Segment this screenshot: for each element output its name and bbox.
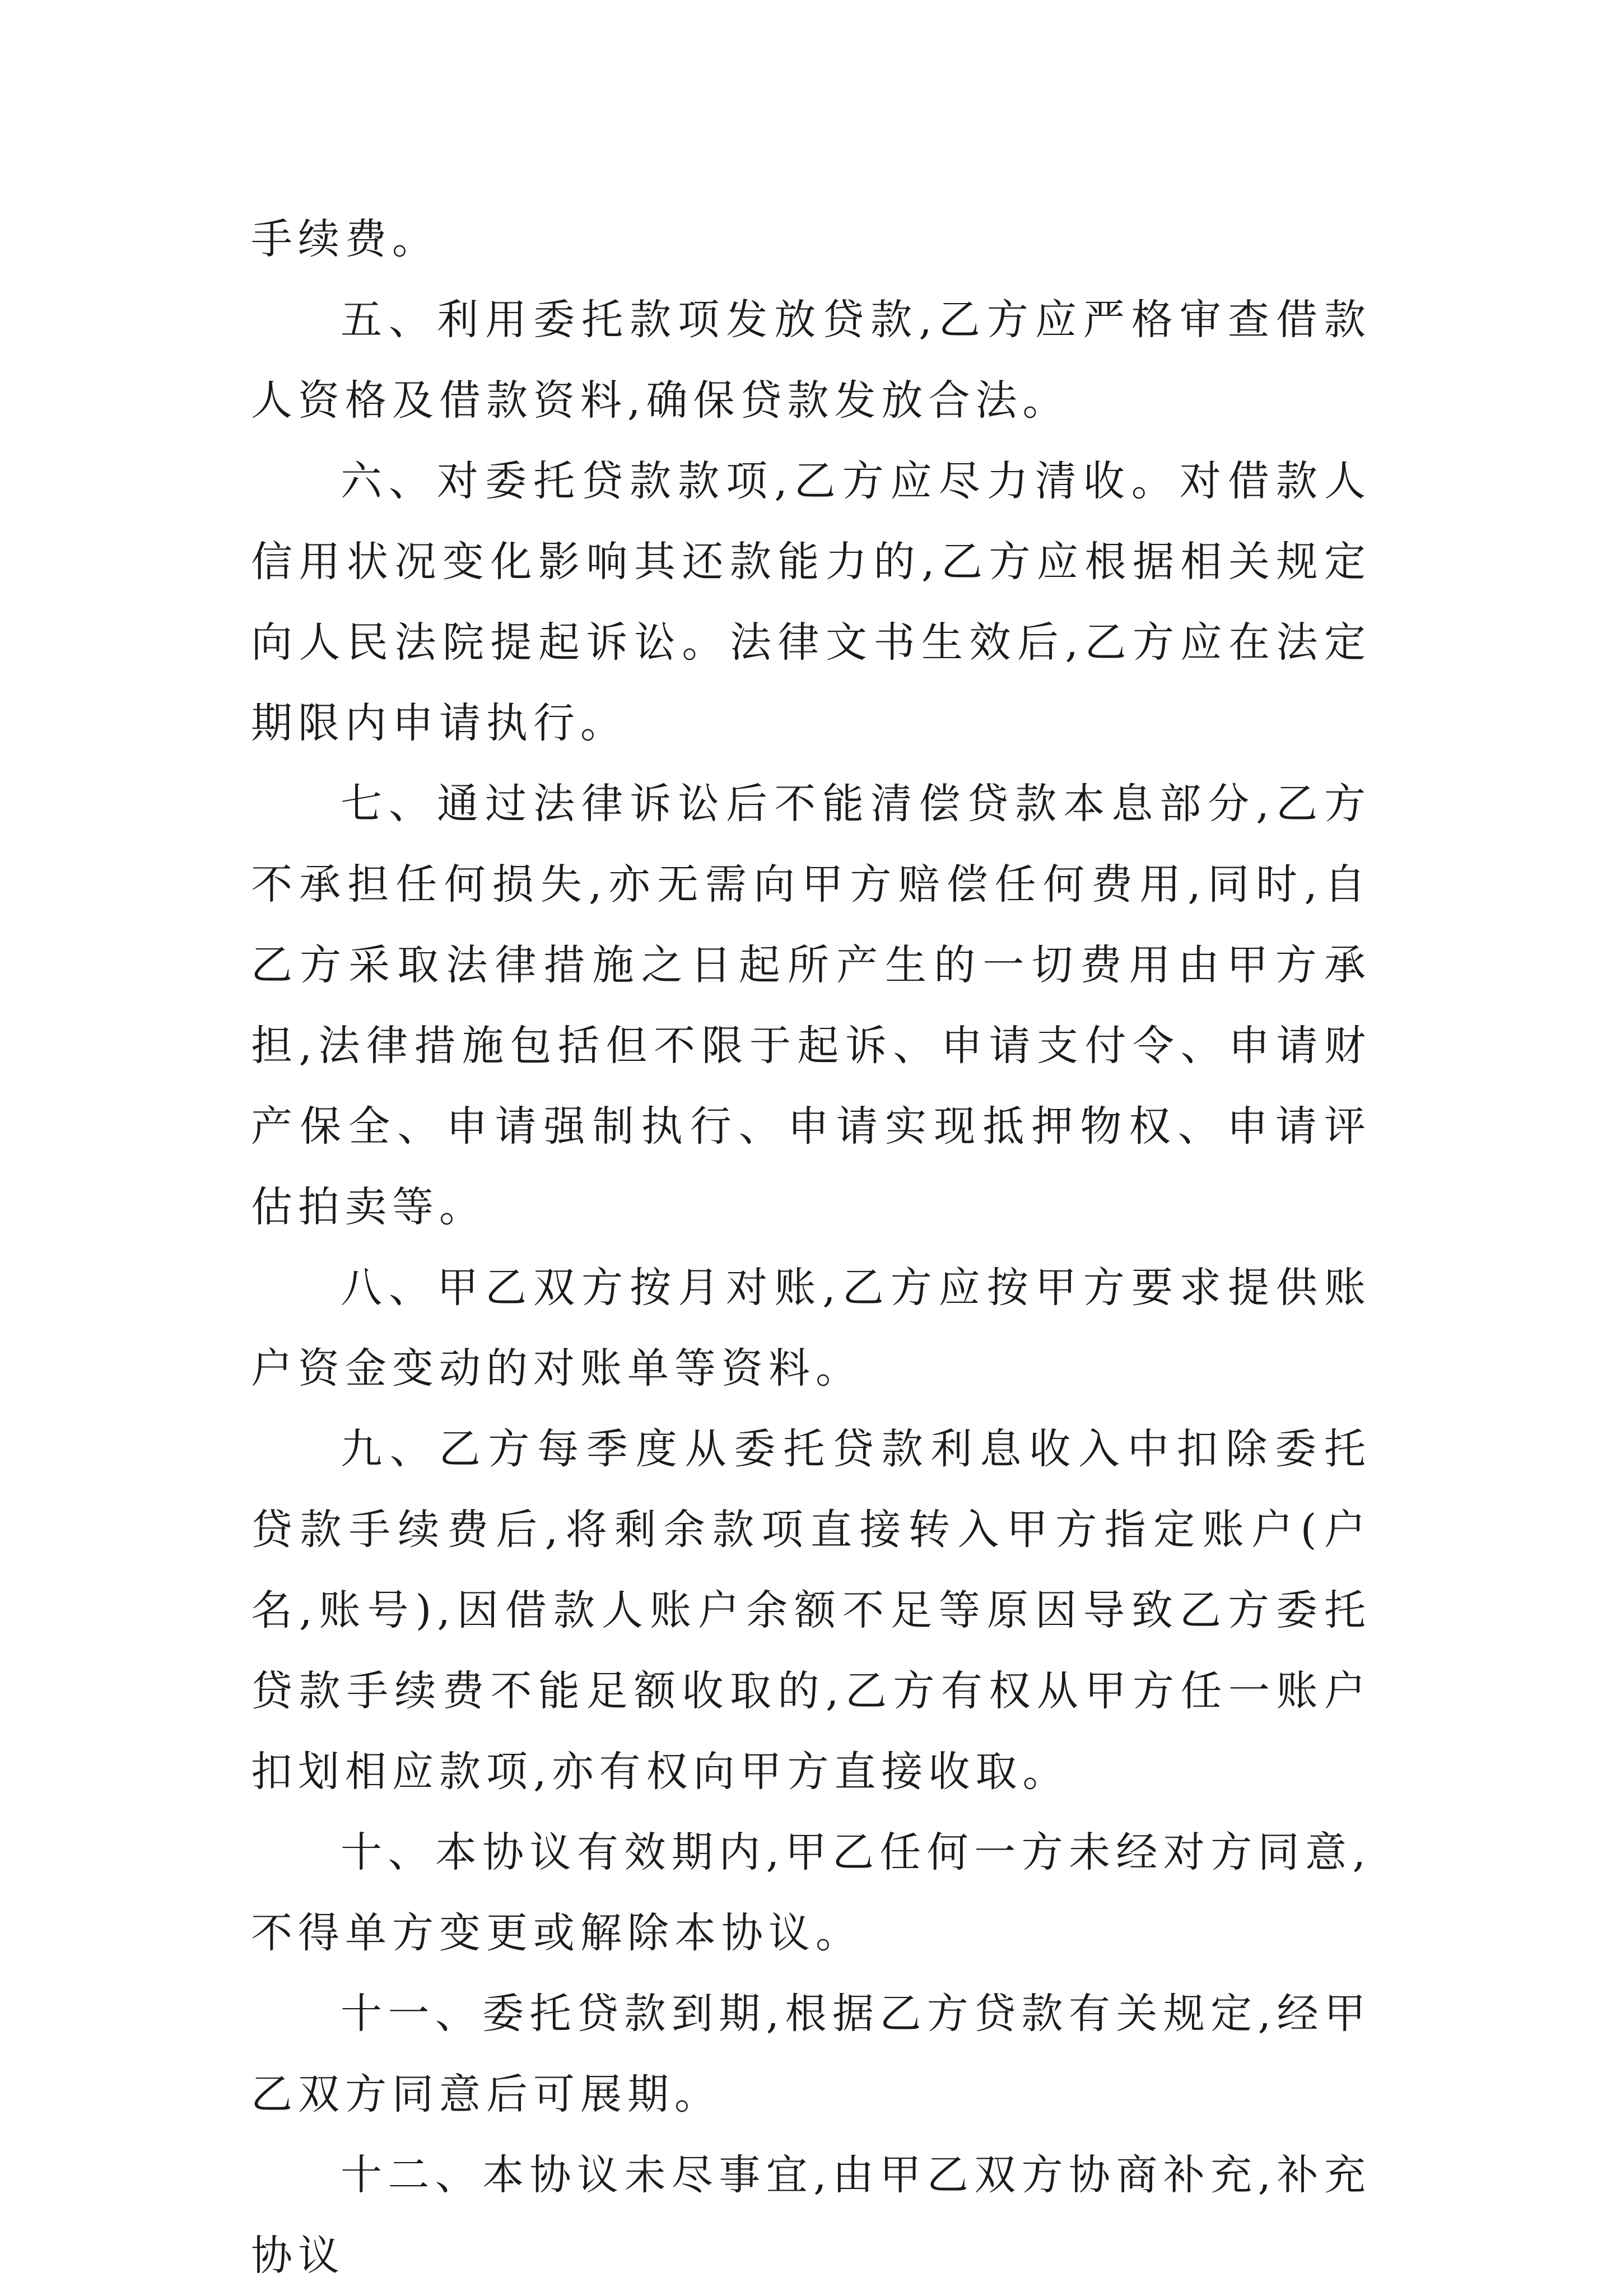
paragraph-clause-7: 七、通过法律诉讼后不能清偿贷款本息部分,乙方不承担任何损失,亦无需向甲方赔偿任何费用,同时,自乙方采取法律措施之日起所产生的一切费用由甲方承担,法律措施包括但不限于起诉、申请支付令、申请财产保全、申请强制执行、申请实现抵押物权、申请评估拍卖等。 [251, 780, 1371, 1231]
paragraph-fee-continuation: 手续费。 [251, 215, 439, 263]
paragraph-clause-11: 十一、委托贷款到期,根据乙方贷款有关规定,经甲乙双方同意后可展期。 [251, 1990, 1371, 2118]
paragraph-clause-8: 八、甲乙双方按月对账,乙方应按甲方要求提供账户资金变动的对账单等资料。 [251, 1264, 1371, 1392]
paragraph-clause-9: 九、乙方每季度从委托贷款利息收入中扣除委托贷款手续费后,将剩余款项直接转入甲方指定账户(户名,账号),因借款人账户余额不足等原因导致乙方委托贷款手续费不能足额收取的,乙方有权从甲方任一账户扣划相应款项,亦有权向甲方直接收取。 [251, 1425, 1371, 1796]
document-body [251, 199, 1371, 2296]
paragraph-clause-6: 六、对委托贷款款项,乙方应尽力清收。对借款人信用状况变化影响其还款能力的,乙方应根据相关规定向人民法院提起诉讼。法律文书生效后,乙方应在法定期限内申请执行。 [251, 457, 1371, 747]
paragraph-clause-5: 五、利用委托款项发放贷款,乙方应严格审查借款人资格及借款资料,确保贷款发放合法。 [251, 296, 1371, 425]
paragraph-clause-12: 十二、本协议未尽事宜,由甲乙双方协商补充,补充协议 [251, 2151, 1371, 2280]
paragraph-clause-10: 十、本协议有效期内,甲乙任何一方未经对方同意,不得单方变更或解除本协议。 [251, 1828, 1371, 1957]
